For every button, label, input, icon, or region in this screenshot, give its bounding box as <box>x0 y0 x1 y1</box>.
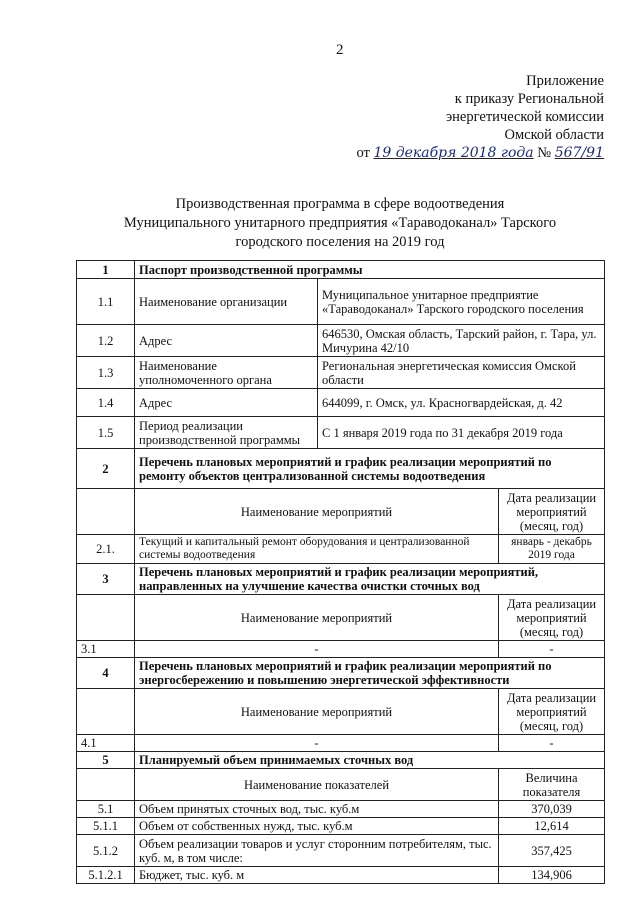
number-label: № <box>537 145 552 161</box>
row-value: Региональная энергетическая комиссия Омской области <box>318 357 605 389</box>
column-header-name: Наименование показателей <box>135 769 499 801</box>
row-value: 644099, г. Омск, ул. Красногвардейская, д. 42 <box>318 389 605 417</box>
program-table <box>76 260 605 884</box>
table-row <box>77 641 605 658</box>
column-header-row <box>77 769 605 801</box>
appendix-line-3: энергетической комиссии <box>445 109 604 125</box>
row-value: Муниципальное унитарное предприятие «Тараводоканал» Тарского городского поселения <box>318 279 605 325</box>
table-row <box>77 818 605 835</box>
row-number: 5.1 <box>77 801 135 818</box>
section-title: Перечень плановых мероприятий и график реализации мероприятий по энергосбережению и повышению энергетической эффективности <box>135 658 605 689</box>
order-number-handwritten: 567/91 <box>554 145 604 161</box>
row-number: 3.1 <box>77 641 135 658</box>
section-number: 1 <box>77 261 135 279</box>
section-number: 4 <box>77 658 135 689</box>
row-date: - <box>499 735 605 752</box>
row-name: - <box>135 641 499 658</box>
appendix-line-1: Приложение <box>526 73 604 89</box>
table-row <box>77 535 605 564</box>
order-date-handwritten: 19 декабря 2018 года <box>373 145 534 161</box>
row-number: 1.1 <box>77 279 135 325</box>
section-header-1 <box>77 261 605 279</box>
section-title: Планируемый объем принимаемых сточных вод <box>135 752 605 769</box>
section-number: 3 <box>77 564 135 595</box>
section-header-2 <box>77 449 605 489</box>
row-value: 646530, Омская область, Тарский район, г. Тара, ул. Мичурина 42/10 <box>318 325 605 357</box>
table-row <box>77 735 605 752</box>
from-label: от <box>356 145 370 161</box>
row-name: Объем принятых сточных вод, тыс. куб.м <box>135 801 499 818</box>
table-row <box>77 835 605 867</box>
row-name: Текущий и капитальный ремонт оборудования и централизованной системы водоотведения <box>135 535 499 564</box>
row-name: Объем реализации товаров и услуг сторонним потребителям, тыс. куб. м, в том числе: <box>135 835 499 867</box>
row-date: - <box>499 641 605 658</box>
row-date: январь - декабрь 2019 года <box>499 535 605 564</box>
appendix-line-4: Омской области <box>504 127 604 143</box>
row-number: 1.5 <box>77 417 135 449</box>
row-label: Адрес <box>135 325 318 357</box>
table-row <box>77 357 605 389</box>
row-number: 5.1.1 <box>77 818 135 835</box>
section-title: Перечень плановых мероприятий и график реализации мероприятий по ремонту объектов централизованной системы водоотведения <box>135 449 605 489</box>
empty-cell <box>77 489 135 535</box>
row-value: 134,906 <box>499 867 605 884</box>
table-row <box>77 325 605 357</box>
column-header-date: Дата реализации мероприятий (месяц, год) <box>499 595 605 641</box>
column-header-date: Дата реализации мероприятий (месяц, год) <box>499 689 605 735</box>
table-row <box>77 279 605 325</box>
row-number: 5.1.2 <box>77 835 135 867</box>
column-header-name: Наименование мероприятий <box>135 595 499 641</box>
row-number: 1.4 <box>77 389 135 417</box>
empty-cell <box>77 595 135 641</box>
row-label: Адрес <box>135 389 318 417</box>
column-header-name: Наименование мероприятий <box>135 489 499 535</box>
title-line-1: Производственная программа в сфере водоотведения <box>175 196 505 212</box>
row-number: 2.1. <box>77 535 135 564</box>
row-label: Наименование уполномоченного органа <box>135 357 318 389</box>
column-header-date: Дата реализации мероприятий (месяц, год) <box>499 489 605 535</box>
appendix-line-2: к приказу Региональной <box>454 91 604 107</box>
row-name: Бюджет, тыс. куб. м <box>135 867 499 884</box>
section-header-4 <box>77 658 605 689</box>
row-number: 4.1 <box>77 735 135 752</box>
section-header-3 <box>77 564 605 595</box>
title-line-3: городского поселения на 2019 год <box>235 234 445 250</box>
column-header-value: Величина показателя <box>499 769 605 801</box>
row-name: - <box>135 735 499 752</box>
section-title: Паспорт производственной программы <box>135 261 605 279</box>
section-header-5 <box>77 752 605 769</box>
section-number: 2 <box>77 449 135 489</box>
column-header-row <box>77 689 605 735</box>
column-header-name: Наименование мероприятий <box>135 689 499 735</box>
column-header-row <box>77 489 605 535</box>
row-name: Объем от собственных нужд, тыс. куб.м <box>135 818 499 835</box>
table-row <box>77 801 605 818</box>
row-value: 12,614 <box>499 818 605 835</box>
row-value: 370,039 <box>499 801 605 818</box>
row-number: 1.3 <box>77 357 135 389</box>
section-title: Перечень плановых мероприятий и график реализации мероприятий, направленных на улучшение качества очистки сточных вод <box>135 564 605 595</box>
table-row <box>77 417 605 449</box>
title-line-2: Муниципального унитарного предприятия «Тараводоканал» Тарского <box>123 215 557 231</box>
row-value: С 1 января 2019 года по 31 декабря 2019 года <box>318 417 605 449</box>
empty-cell <box>77 769 135 801</box>
table-row <box>77 389 605 417</box>
row-number: 1.2 <box>77 325 135 357</box>
column-header-row <box>77 595 605 641</box>
row-label: Наименование организации <box>135 279 318 325</box>
page-number: 2 <box>336 42 344 58</box>
row-label: Период реализации производственной программы <box>135 417 318 449</box>
table-row <box>77 867 605 884</box>
row-number: 5.1.2.1 <box>77 867 135 884</box>
section-number: 5 <box>77 752 135 769</box>
row-value: 357,425 <box>499 835 605 867</box>
appendix-block <box>356 72 604 162</box>
order-date-line <box>356 144 604 162</box>
empty-cell <box>77 689 135 735</box>
document-title <box>90 195 590 252</box>
